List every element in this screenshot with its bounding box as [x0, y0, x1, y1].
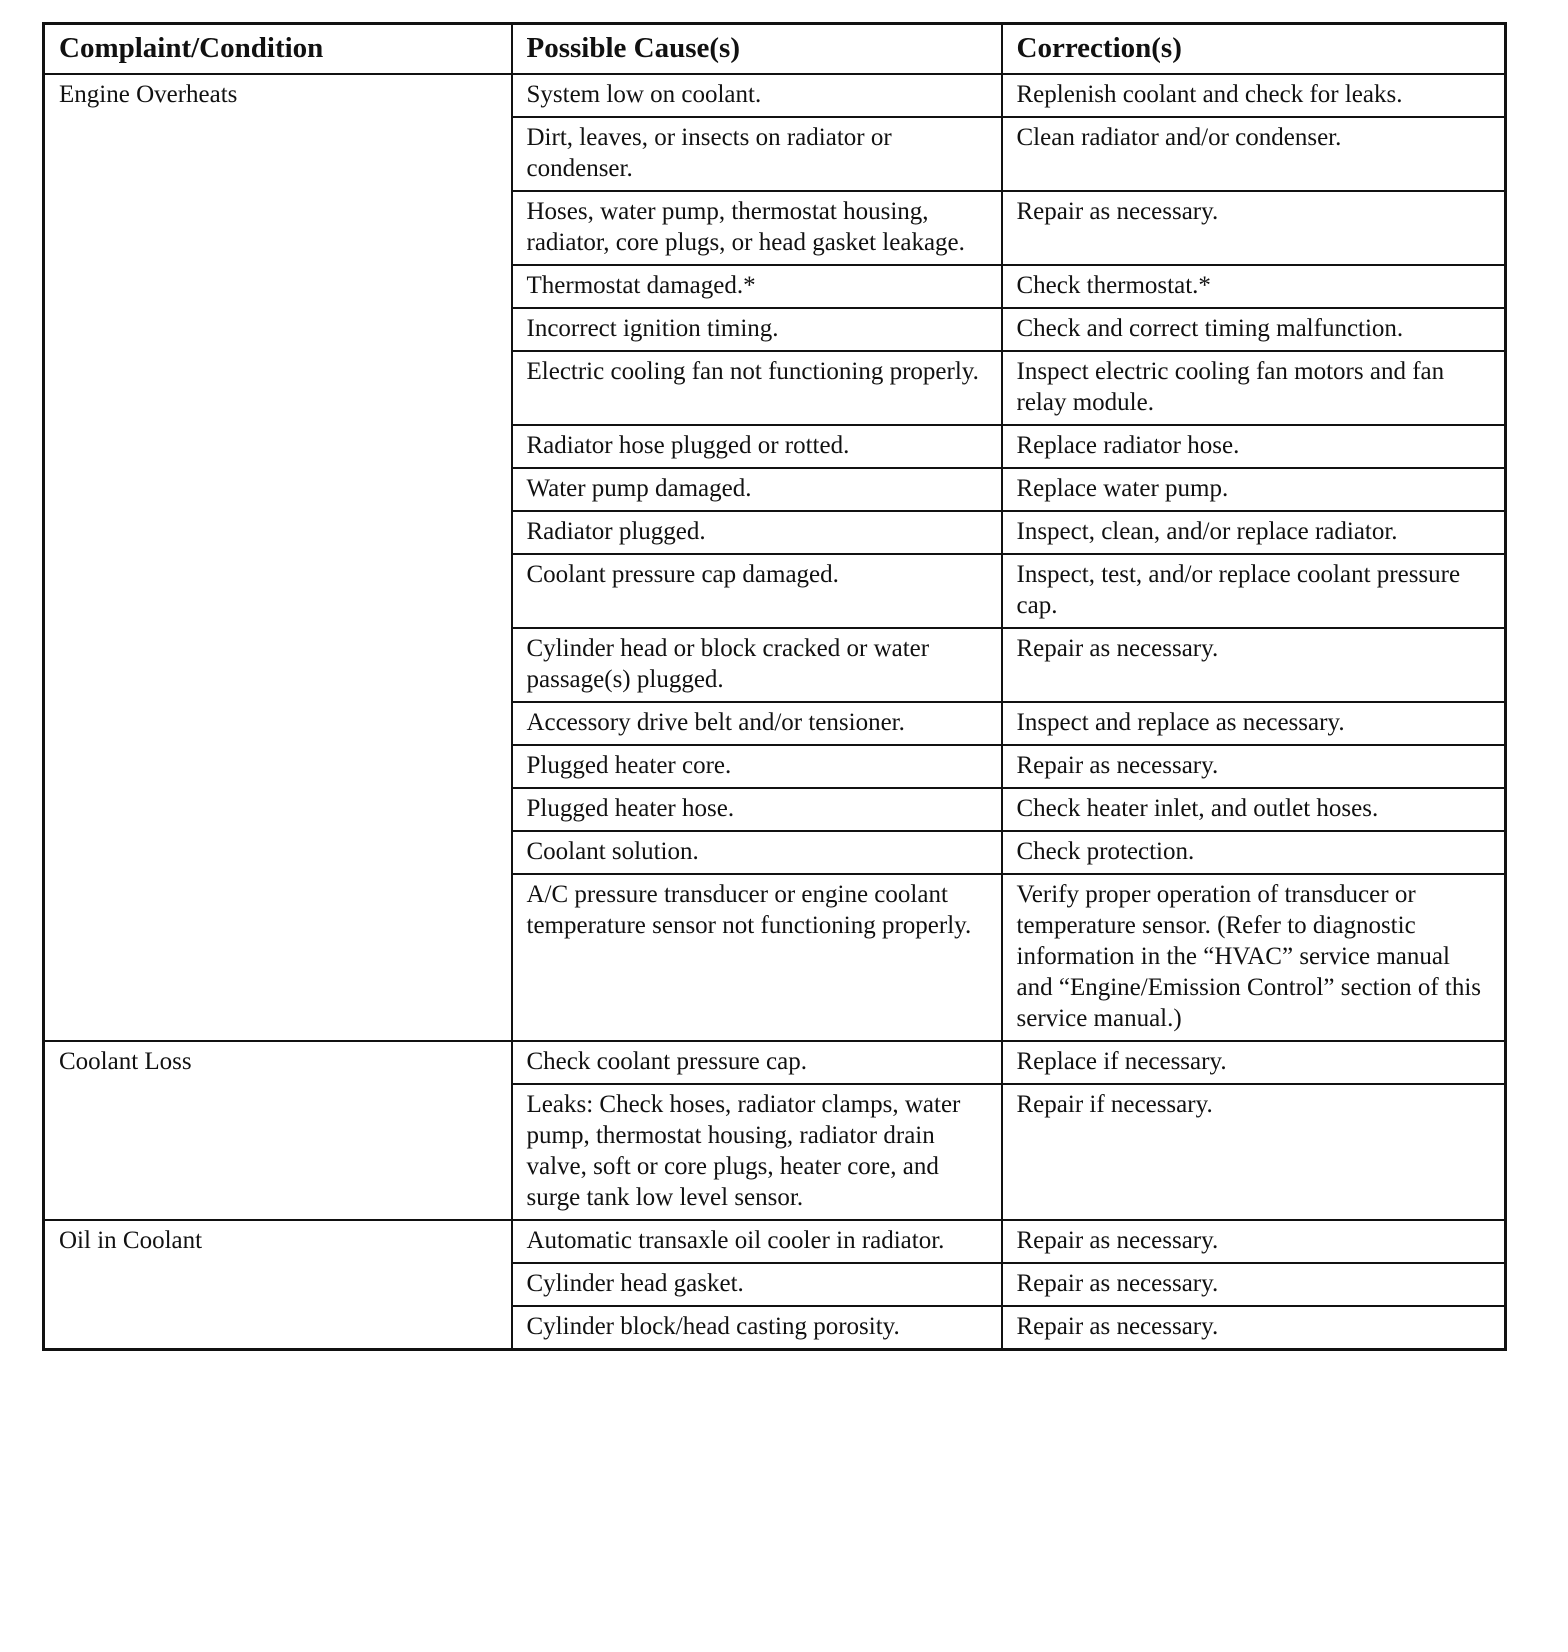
- cause-cell: Cylinder head gasket.: [512, 1263, 1002, 1306]
- header-correction: Correction(s): [1002, 24, 1506, 75]
- cause-cell: Coolant pressure cap damaged.: [512, 554, 1002, 628]
- correction-cell: Replace radiator hose.: [1002, 425, 1506, 468]
- correction-cell: Clean radiator and/or condenser.: [1002, 117, 1506, 191]
- table-row: [44, 74, 1506, 117]
- correction-cell: Repair as necessary.: [1002, 191, 1506, 265]
- cause-cell: Water pump damaged.: [512, 468, 1002, 511]
- correction-cell: Check and correct timing malfunction.: [1002, 308, 1506, 351]
- table-row: [44, 1041, 1506, 1084]
- correction-cell: Check heater inlet, and outlet hoses.: [1002, 788, 1506, 831]
- table-body: [44, 74, 1506, 1350]
- cause-cell: Cylinder head or block cracked or water passage(s) plugged.: [512, 628, 1002, 702]
- cause-cell: Electric cooling fan not functioning properly.: [512, 351, 1002, 425]
- cause-cell: Cylinder block/head casting porosity.: [512, 1306, 1002, 1350]
- correction-cell: Repair as necessary.: [1002, 745, 1506, 788]
- correction-cell: Inspect, clean, and/or replace radiator.: [1002, 511, 1506, 554]
- cause-cell: A/C pressure transducer or engine coolant temperature sensor not functioning properly.: [512, 874, 1002, 1041]
- correction-cell: Repair as necessary.: [1002, 628, 1506, 702]
- correction-cell: Check thermostat.*: [1002, 265, 1506, 308]
- cause-cell: Radiator hose plugged or rotted.: [512, 425, 1002, 468]
- correction-cell: Verify proper operation of transducer or temperature sensor. (Refer to diagnostic information in the “HVAC” service manual and “Engine/Emission Control” section of this service manual.): [1002, 874, 1506, 1041]
- header-complaint: Complaint/Condition: [44, 24, 512, 75]
- cause-cell: Dirt, leaves, or insects on radiator or condenser.: [512, 117, 1002, 191]
- correction-cell: Replace if necessary.: [1002, 1041, 1506, 1084]
- cause-cell: Plugged heater core.: [512, 745, 1002, 788]
- cause-cell: Plugged heater hose.: [512, 788, 1002, 831]
- cause-cell: Radiator plugged.: [512, 511, 1002, 554]
- cause-cell: Hoses, water pump, thermostat housing, radiator, core plugs, or head gasket leakage.: [512, 191, 1002, 265]
- cause-cell: System low on coolant.: [512, 74, 1002, 117]
- cause-cell: Automatic transaxle oil cooler in radiator.: [512, 1220, 1002, 1263]
- table-row: [44, 1220, 1506, 1263]
- header-row: [44, 24, 1506, 75]
- cause-cell: Check coolant pressure cap.: [512, 1041, 1002, 1084]
- table-header: [44, 24, 1506, 75]
- correction-cell: Repair if necessary.: [1002, 1084, 1506, 1220]
- diagnosis-table: [42, 22, 1507, 1351]
- complaint-cell: Oil in Coolant: [44, 1220, 512, 1350]
- correction-cell: Repair as necessary.: [1002, 1263, 1506, 1306]
- correction-cell: Inspect electric cooling fan motors and fan relay module.: [1002, 351, 1506, 425]
- correction-cell: Inspect and replace as necessary.: [1002, 702, 1506, 745]
- cause-cell: Accessory drive belt and/or tensioner.: [512, 702, 1002, 745]
- correction-cell: Repair as necessary.: [1002, 1306, 1506, 1350]
- cause-cell: Coolant solution.: [512, 831, 1002, 874]
- cause-cell: Thermostat damaged.*: [512, 265, 1002, 308]
- cause-cell: Incorrect ignition timing.: [512, 308, 1002, 351]
- cause-cell: Leaks: Check hoses, radiator clamps, water pump, thermostat housing, radiator drain valve, soft or core plugs, heater core, and surge tank low level sensor.: [512, 1084, 1002, 1220]
- correction-cell: Check protection.: [1002, 831, 1506, 874]
- header-cause: Possible Cause(s): [512, 24, 1002, 75]
- complaint-cell: Engine Overheats: [44, 74, 512, 1041]
- correction-cell: Replenish coolant and check for leaks.: [1002, 74, 1506, 117]
- correction-cell: Repair as necessary.: [1002, 1220, 1506, 1263]
- complaint-cell: Coolant Loss: [44, 1041, 512, 1220]
- correction-cell: Inspect, test, and/or replace coolant pressure cap.: [1002, 554, 1506, 628]
- correction-cell: Replace water pump.: [1002, 468, 1506, 511]
